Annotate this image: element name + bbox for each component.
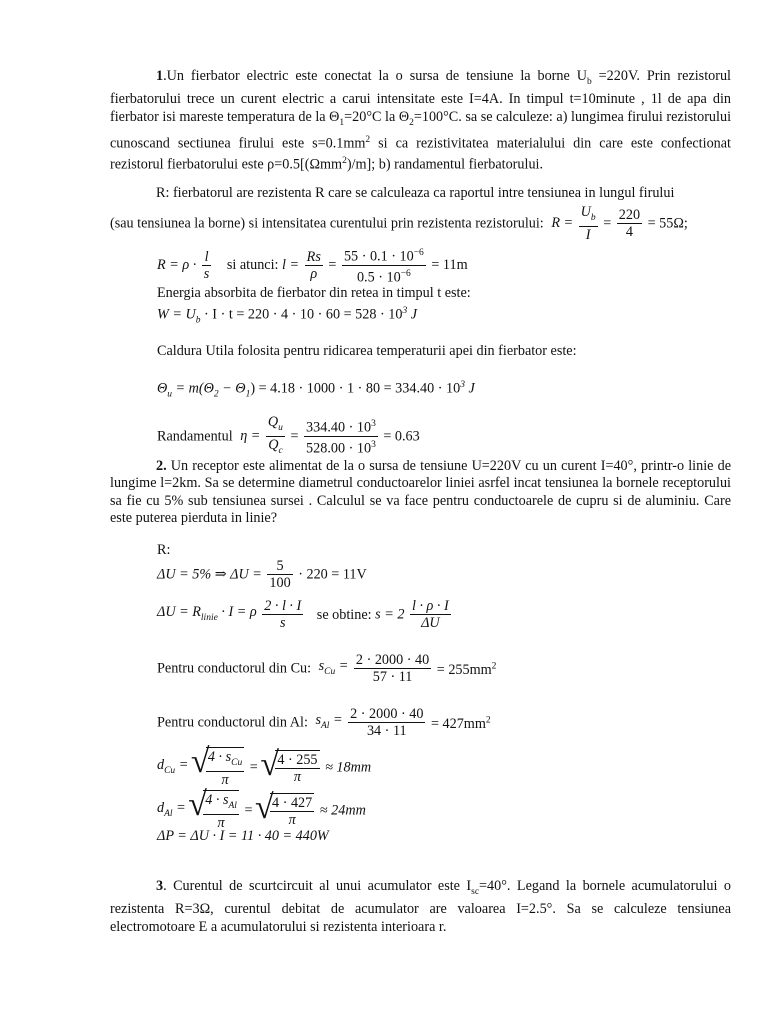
equation-line-resistance: $\Delta U = R_{linie} \cdot I = \rho$ $\frac{2 \cdot l \cdot I}{s}$ se obtine: s = 2 $\frac{l \cdot \rho \cdot I}{\Delta U}$	[157, 598, 449, 631]
sqrt-icon: √ $\frac{4 \cdot s_{Al}}{\pi}$	[189, 790, 241, 831]
answer-2-label: R:	[157, 542, 171, 558]
sqrt-icon: √ $\frac{4 \cdot 255}{\pi}$	[261, 750, 321, 785]
answer-1-line-2: (sau tensiunea la borne) si intensitatea curentului prin rezistenta rezistorului: R = $\frac{U_b}{I}$ = $\frac{220}{4}$ = 55Ω;	[110, 204, 688, 243]
equation-section-al: Pentru conductorul din Al: $s_{Al}$ = $\frac{2 \cdot 2000 \cdot 40}{34 \cdot 11}$ = $427mm^2$	[157, 706, 491, 739]
heat-label: Caldura Utila folosita pentru ridicarea temperaturii apei din fierbator este:	[157, 343, 577, 359]
problem-1: 1.Un fierbator electric este conectat la o sursa de tensiune la borne $U_b =220V$. Prin rezistorul fierbatorului trece un curent electric a carui intensitate este I=4A. In timpul t=10minute , 1l de apa din fierbator isi mareste temperatura de la $\Theta_1=20^\circ C$ la $\Theta_2=100^\circ C$. sa se calculeze: a) lungimea firului rezistorului cunoscand sectiunea firului este $s=0.1mm^2$ si ca rezistivitatea materialului din care este confectionat rezistorul fierbatorului este ρ=0.5[(Ωmm$^2$)/m]; b) randamentul fierbatorului.	[110, 68, 732, 173]
equation-section-cu: Pentru conductorul din Cu: $s_{Cu}$ = $\frac{2 \cdot 2000 \cdot 40}{57 \cdot 11}$ = $255mm^2$	[157, 652, 497, 685]
equation-wire-length: R = ρ · $\frac{l}{s}$ si atunci: l = $\frac{Rs}{\rho}$ = $\frac{55 \cdot 0.1 \cdot 10^{-6}}{0.5 \cdot 10^{-6}}$ = 11m	[157, 245, 468, 285]
equation-energy: $W = U_b \cdot I \cdot t = 220 \cdot 4 \cdot 10 \cdot 60 = 528 \cdot 10^3$ J	[157, 306, 418, 326]
problem-1-number: 1	[156, 68, 164, 84]
equation-efficiency: Randamentul η = $\frac{Q_u}{Q_c}$ = $\frac{334.40 \cdot 10^3}{528.00 \cdot 10^3}$ = 0.63	[157, 414, 420, 457]
answer-1-line-1: R: fierbatorul are rezistenta R care se calculeaza ca raportul intre tensiunea in lungul firului	[156, 185, 675, 201]
equation-useful-heat: $\Theta_u = m(\Theta_2 - \Theta_1) = 4.18 \cdot 1000 \cdot 1 \cdot 80 = 334.40 \cdot 10^3$ J	[157, 380, 475, 400]
problem-2-number: 2.	[156, 458, 167, 474]
problem-2: 2. Un receptor este alimentat de la o sursa de tensiune U=220V cu un curent I=40°, printr-o linie de lungime l=2km. Sa se determine diametrul conductoarelor liniei asrfel incat tensiunea la bornele receptorului sa fie cu 5% sub tensiunea sursei . Calculul se va face pentru conductoarele de cupru si de aluminiu. Care este puterea pierduta in linie?	[110, 458, 731, 527]
fraction-220-over-4: $\frac{220}{4}$	[618, 206, 641, 240]
equation-power-loss: ΔP = ΔU · I = 11 · 40 = 440W	[157, 828, 329, 844]
equation-voltage-drop: ΔU = 5% ⇒ ΔU = $\frac{5}{100}$ · 220 = 11V	[157, 558, 367, 591]
equation-diameter-al: $d_{Al}$ = √ $\frac{4 \cdot s_{Al}}{\pi}$ = √ $\frac{4 \cdot 427}{\pi}$ ≈ 24mm	[157, 790, 366, 831]
sqrt-icon: √ $\frac{4 \cdot s_{Cu}}{\pi}$	[192, 747, 246, 788]
equation-diameter-cu: $d_{Cu}$ = √ $\frac{4 \cdot s_{Cu}}{\pi}$ = √ $\frac{4 \cdot 255}{\pi}$ ≈ 18mm	[157, 747, 371, 788]
problem-3-number: 3	[156, 878, 164, 894]
energy-label: Energia absorbita de fierbator din retea in timpul t este:	[157, 285, 471, 301]
problem-3: 3. Curentul de scurtcircuit al unui acumulator este $I_{sc}=40^\circ$. Legand la bornele acumulatorului o rezistenta R=3Ω, curentul debitat de acumulator are valoarea I=2.5°. Sa se calculeze tensiunea electromotoare E a acumulatorului si rezistenta interioara r.	[110, 878, 731, 935]
sqrt-icon: √ $\frac{4 \cdot 427}{\pi}$	[256, 793, 316, 828]
fraction-ub-over-i: $\frac{U_b}{I}$	[580, 204, 596, 243]
